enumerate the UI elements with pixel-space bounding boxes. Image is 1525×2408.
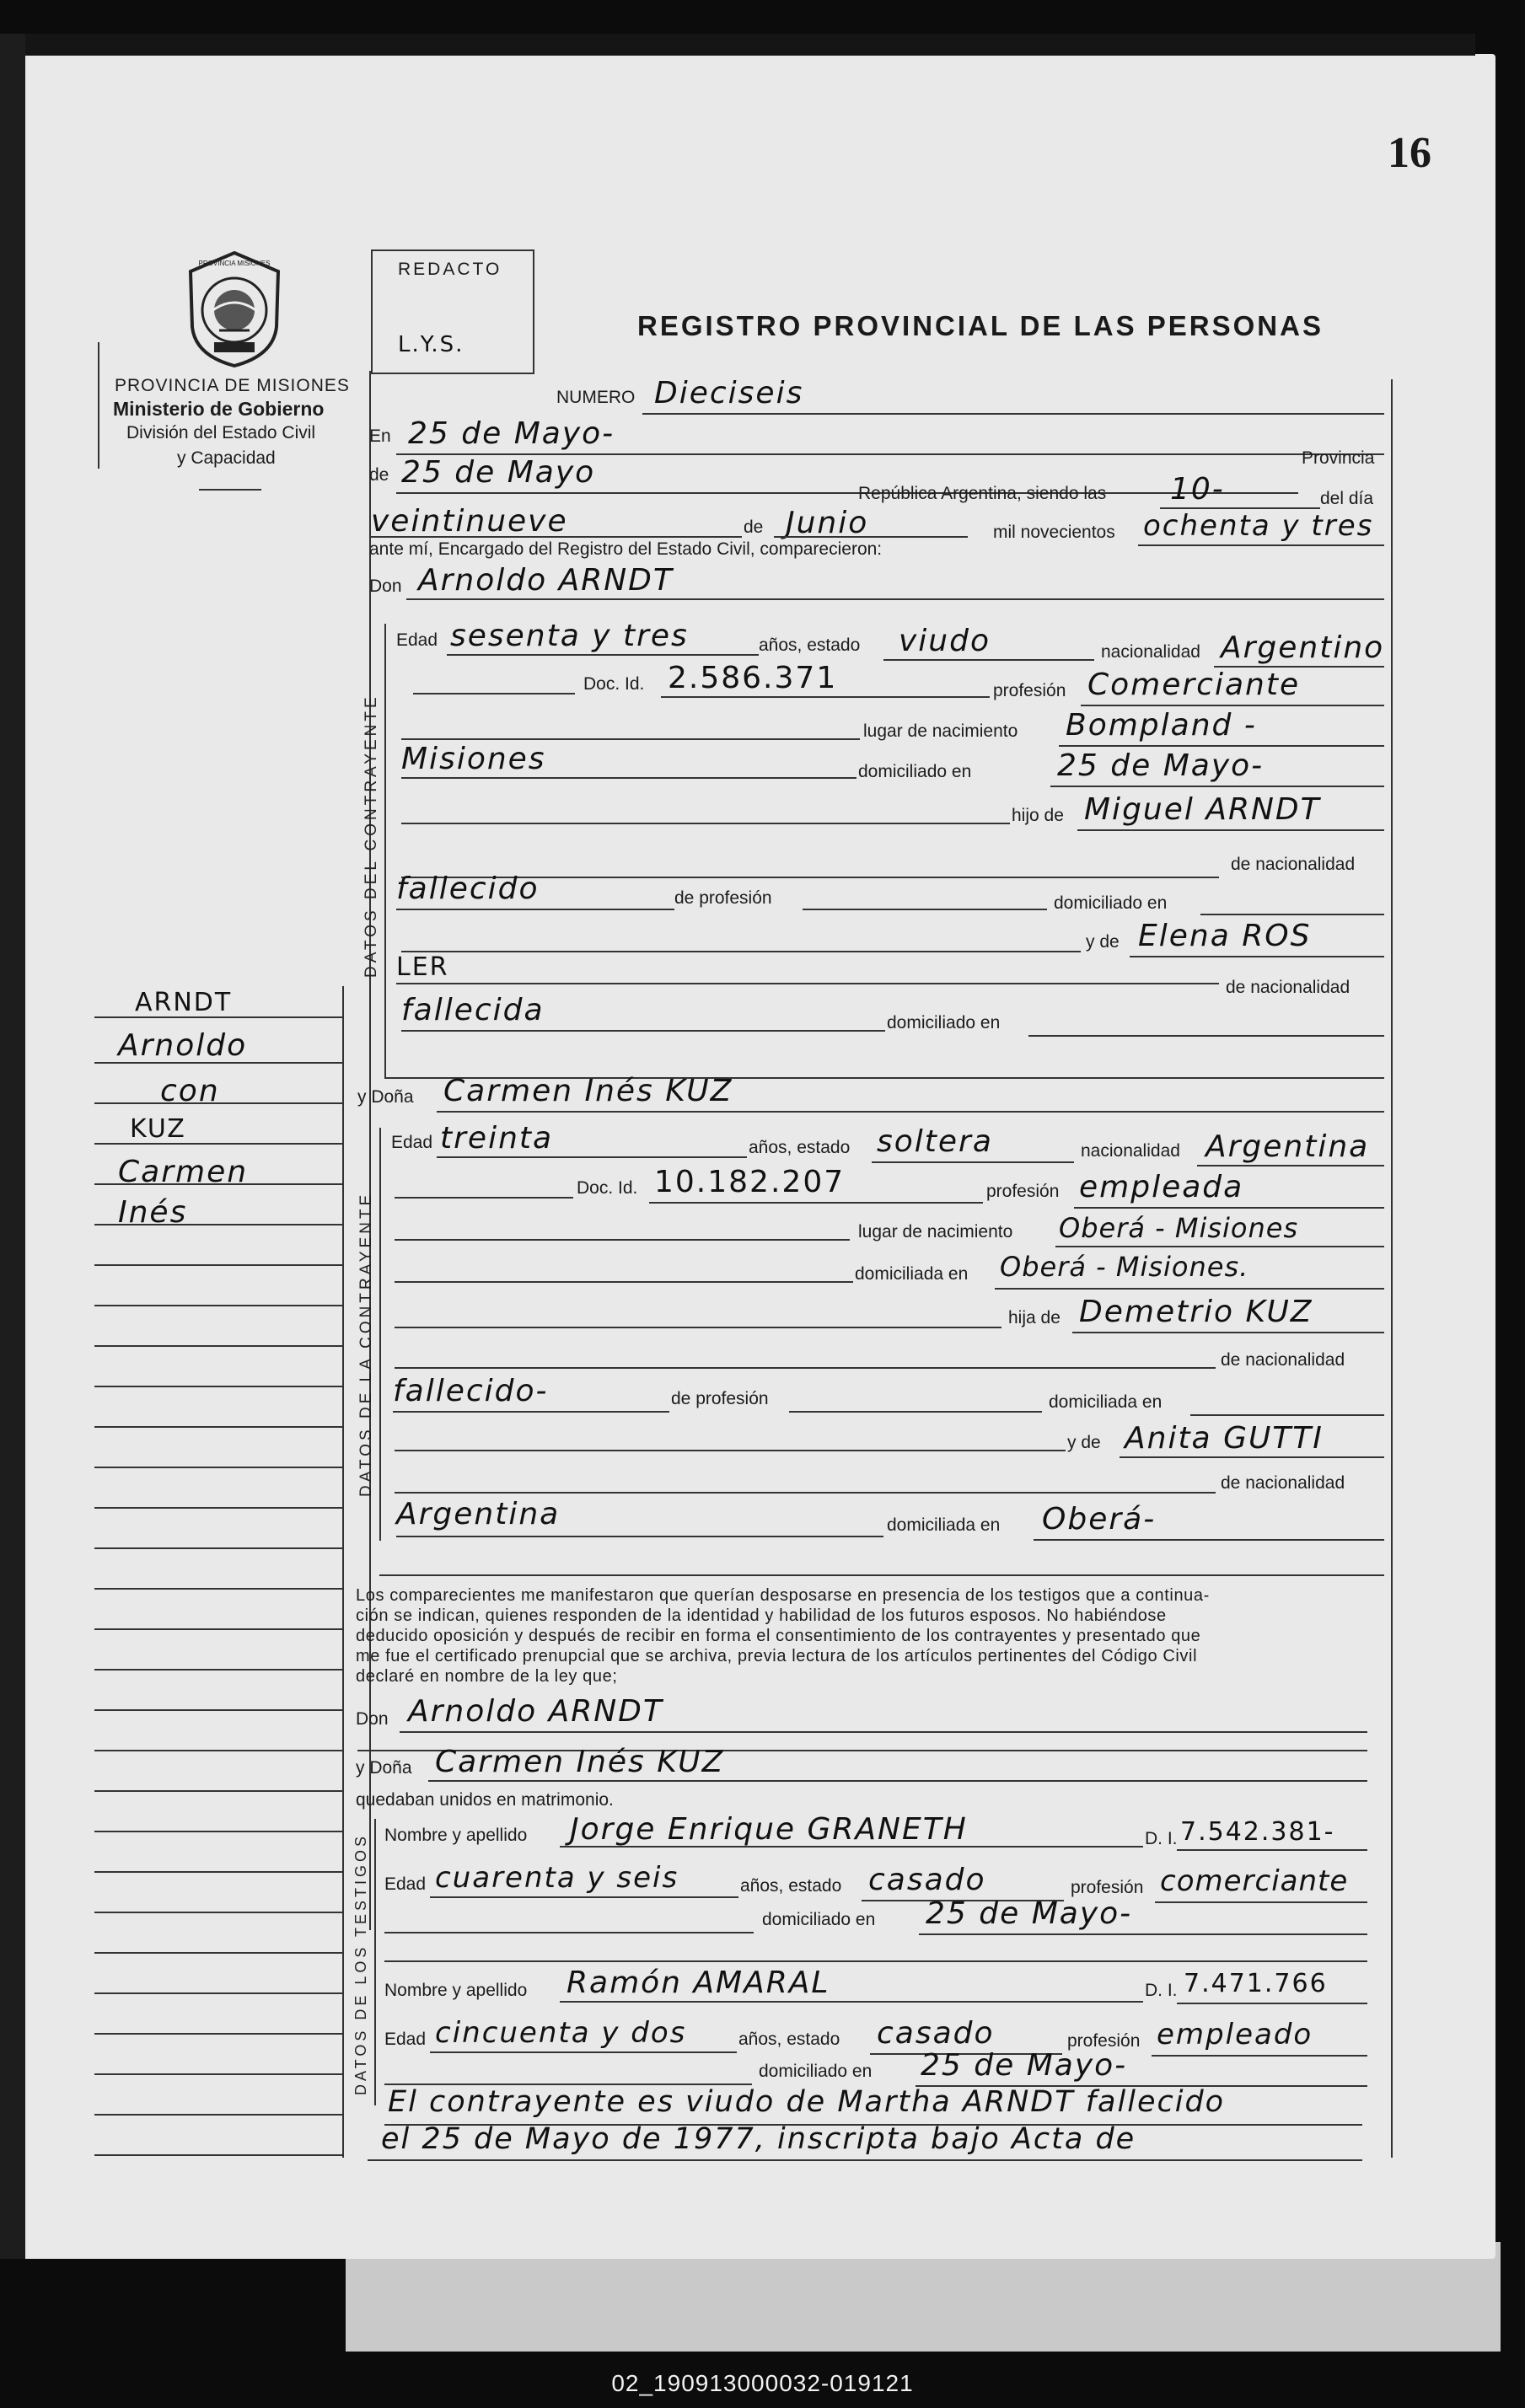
- left-column-rule: [342, 986, 344, 2158]
- madre-f-dom-value: Oberá-: [1042, 1502, 1157, 1537]
- t1-prof-label: profesión: [1071, 1878, 1144, 1897]
- don-value: Arnoldo ARNDT: [418, 563, 674, 598]
- domicilio-f-value: Oberá - Misiones.: [1000, 1251, 1249, 1283]
- anios-label: años, estado: [759, 636, 861, 655]
- madre-estado-line: [401, 1030, 885, 1032]
- madre-dom-line: [1028, 1035, 1384, 1037]
- dom2-f-label: domiciliada en: [1049, 1392, 1163, 1412]
- t1-di-line: [1177, 1849, 1367, 1851]
- madre-f-nac-value-line: [396, 1536, 883, 1537]
- t1-bottom-line: [384, 1960, 1367, 1962]
- padre-line: [1077, 829, 1384, 831]
- hijo-pre-line: [401, 823, 1010, 824]
- madre-f-value: Anita GUTTI: [1125, 1421, 1324, 1456]
- de-nac-f-label: de nacionalidad: [1221, 1350, 1345, 1370]
- dom-label: domiciliado en: [858, 762, 972, 781]
- edad-label: Edad: [396, 630, 438, 650]
- de-nac-label: de nacionalidad: [1231, 855, 1356, 874]
- prof-f-line: [1074, 1207, 1384, 1209]
- madre-f-nac-line: [395, 1492, 1216, 1494]
- document-title: REGISTRO PROVINCIAL DE LAS PERSONAS: [637, 310, 1324, 341]
- t2-dom-label: domiciliado en: [759, 2062, 873, 2081]
- profesion-value: Comerciante: [1087, 668, 1301, 702]
- de-value: 25 de Mayo: [401, 455, 596, 490]
- de-prof-label: de profesión: [674, 888, 772, 908]
- contrayente-f-bottom-line: [379, 1574, 1384, 1576]
- province-seal: [185, 249, 283, 367]
- edad-f-line: [437, 1156, 747, 1158]
- dona-label: y Doña: [357, 1087, 414, 1107]
- redacto-value: L.Y.S.: [398, 332, 464, 357]
- footer-id: 02_190913000032-019121: [611, 2370, 914, 2396]
- madre-f-dom-line: [1034, 1539, 1384, 1541]
- dom-f-pre-line: [395, 1281, 853, 1283]
- estado-line: [883, 659, 1094, 661]
- t1-nombre-label: Nombre y apellido: [384, 1826, 528, 1845]
- t1-dom-label: domiciliado en: [762, 1910, 876, 1929]
- mes-value: Junio: [786, 506, 869, 540]
- hija-label: hija de: [1008, 1308, 1061, 1327]
- nac-f-line: [1197, 1165, 1384, 1166]
- t2-prof-label: profesión: [1067, 2031, 1141, 2051]
- padre-value: Miguel ARNDT: [1084, 792, 1321, 827]
- union-don-label: Don: [356, 1709, 389, 1729]
- madre-f-line: [1120, 1456, 1384, 1458]
- de-prof-f-label: de profesión: [671, 1389, 769, 1408]
- redacto-label: REDACTO: [398, 260, 502, 279]
- ante-label: ante mí, Encargado del Registro del Estado Civil, comparecieron:: [369, 539, 883, 559]
- madre-estado-value: fallecida: [401, 993, 545, 1027]
- seal-text: PROVINCIA MISIONES: [198, 260, 271, 267]
- contrayente-side-label: DATOS DEL CONTRAYENTE: [362, 694, 380, 978]
- t1-dom-pre-line: [384, 1932, 754, 1933]
- dom-line: [1050, 786, 1384, 787]
- prof-f-label: profesión: [986, 1182, 1060, 1201]
- madre-pre-line: [401, 951, 1081, 952]
- t1-profesion-value: comerciante: [1160, 1864, 1349, 1898]
- republica-label: República Argentina, siendo las: [858, 484, 1107, 503]
- de-label: de: [369, 465, 389, 485]
- paragraph-line-4: me fue el certificado prenupcial que se archiva, previa lectura de los artículos pertinentes del Código Civil: [356, 1647, 1198, 1665]
- madre-f-nac-value: Argentina: [396, 1497, 561, 1531]
- t2-nombre-value: Ramón AMARAL: [567, 1966, 830, 2000]
- nota-line-2-rule: [368, 2159, 1362, 2161]
- estado-value: viudo: [899, 624, 991, 658]
- capacity-line: y Capacidad: [177, 448, 276, 468]
- don-label: Don: [369, 577, 402, 596]
- padre-f-estado-value: fallecido-: [393, 1374, 549, 1408]
- union-dona-value: Carmen Inés KUZ: [435, 1745, 725, 1779]
- padre-prof-line: [803, 909, 1047, 910]
- margin-name-4: KUZ: [130, 1114, 186, 1144]
- lugar-label: lugar de nacimiento: [863, 721, 1018, 741]
- nacionalidad-f-value: Argentina: [1206, 1129, 1370, 1164]
- left-margin-line: [98, 342, 99, 469]
- provincia-label: Provincia: [1302, 448, 1375, 468]
- padre-f-dom-line: [1190, 1414, 1384, 1416]
- right-rule: [1391, 379, 1393, 2158]
- dom-f-line: [995, 1288, 1384, 1290]
- madre-f-pre-line: [395, 1450, 1066, 1451]
- edad-line: [447, 654, 759, 656]
- padre-f-line: [1072, 1332, 1384, 1333]
- t2-profesion-value: empleado: [1157, 2018, 1313, 2051]
- t1-edad-label: Edad: [384, 1874, 427, 1894]
- quedaban-text: quedaban unidos en matrimonio.: [356, 1790, 614, 1810]
- nota-line-1: El contrayente es viudo de Martha ARNDT fallecido: [388, 2085, 1226, 2119]
- hora-value: 10-: [1170, 472, 1225, 507]
- margin-name-6: Inés: [118, 1195, 188, 1230]
- padre-f-prof-line: [789, 1411, 1042, 1413]
- edad-f-label: Edad: [391, 1133, 433, 1152]
- padre-dom-line: [1200, 914, 1384, 915]
- profesion-f-value: empleada: [1079, 1170, 1244, 1204]
- de-nac2-f-label: de nacionalidad: [1221, 1473, 1345, 1493]
- t2-edad-label: Edad: [384, 2030, 427, 2049]
- redacto-box: [371, 249, 534, 374]
- dom2-label: domiciliado en: [1054, 893, 1168, 913]
- doc-line: [661, 696, 990, 698]
- t2-di-line: [1177, 2003, 1367, 2004]
- binder-edge: [0, 34, 25, 2259]
- margin-name-2: Arnoldo: [118, 1028, 248, 1063]
- madre1-line: [1130, 956, 1384, 957]
- lugar-f-value: Oberá - Misiones: [1059, 1212, 1299, 1244]
- t2-di-value: 7.471.766: [1184, 1969, 1328, 1998]
- t2-di-label: D. I.: [1145, 1981, 1178, 2000]
- t2-anios-label: años, estado: [738, 2030, 840, 2049]
- del-dia-label: del día: [1320, 489, 1374, 508]
- t2-nombre-label: Nombre y apellido: [384, 1981, 528, 2000]
- t2-edad-line: [430, 2051, 737, 2053]
- nota-line-2: el 25 de Mayo de 1977, inscripta bajo Acta de: [381, 2122, 1136, 2156]
- margin-name-1: ARNDT: [135, 988, 233, 1017]
- dia-value: veintinueve: [371, 504, 568, 539]
- numero-value: Dieciseis: [654, 376, 804, 410]
- main-left-rule: [369, 371, 371, 1930]
- t2-prof-line: [1152, 2055, 1367, 2057]
- lugar-f-line: [1055, 1246, 1384, 1247]
- madre2-line: [396, 983, 1219, 984]
- nacionalidad-value: Argentino: [1221, 630, 1385, 665]
- dona-value: Carmen Inés KUZ: [443, 1074, 733, 1108]
- testigos-side-label: DATOS DE LOS TESTIGOS: [352, 1832, 369, 2095]
- doc-f-line: [649, 1202, 983, 1204]
- anios-f-label: años, estado: [749, 1138, 851, 1157]
- hija-f-pre-line: [395, 1327, 1001, 1328]
- paragraph-line-3: deducido oposición y después de recibir en forma el consentimiento de los contrayentes y presentado que: [356, 1627, 1201, 1645]
- padre-estado-value: fallecido: [396, 871, 540, 906]
- t1-dom-line: [919, 1933, 1367, 1935]
- paragraph-line-2: ción se indican, quienes responden de la identidad y habilidad de los futuros esposos. No habiéndose: [356, 1606, 1167, 1625]
- padre-estado-line: [396, 909, 674, 910]
- edad-value: sesenta y tres: [450, 619, 689, 653]
- prof-line: [1081, 705, 1384, 706]
- t1-di-value: 7.542.381-: [1180, 1817, 1335, 1847]
- doc-f-value: 10.182.207: [654, 1165, 846, 1199]
- t1-nombre-line: [560, 1846, 1143, 1848]
- madre2-value: LER: [396, 952, 449, 982]
- lugar-pre-line: [401, 738, 860, 740]
- madre1-value: Elena ROS: [1138, 919, 1312, 953]
- contrayente-f-box-rule: [379, 1128, 381, 1541]
- union-don-line: [400, 1731, 1367, 1733]
- page-number: 16: [1388, 129, 1431, 177]
- t1-edad-value: cuarenta y seis: [435, 1861, 679, 1895]
- lugar2-value: Misiones: [401, 742, 546, 776]
- left-header-rule: [199, 489, 261, 491]
- don-line: [406, 598, 1384, 600]
- dom3-f-label: domiciliada en: [887, 1515, 1001, 1535]
- dom3-label: domiciliado en: [887, 1013, 1001, 1032]
- t1-estado-value: casado: [868, 1863, 986, 1897]
- division-line: División del Estado Civil: [126, 423, 316, 442]
- margin-name-3: con: [160, 1074, 220, 1108]
- lugar-line: [1059, 745, 1384, 747]
- doc-value: 2.586.371: [668, 661, 838, 695]
- contrayente-box-rule: [384, 624, 386, 1079]
- union-dona-label: y Doña: [356, 1758, 412, 1778]
- dia-line: [371, 536, 742, 538]
- dom-f-label: domiciliada en: [855, 1264, 969, 1284]
- estado-f-value: soltera: [877, 1124, 993, 1159]
- province-line: PROVINCIA DE MISIONES: [115, 376, 350, 395]
- y-de-f-label: y de: [1067, 1433, 1101, 1452]
- padre-f-value: Demetrio KUZ: [1079, 1295, 1313, 1329]
- domicilio-value: 25 de Mayo-: [1057, 748, 1265, 783]
- en-label: En: [369, 426, 391, 446]
- lugar2-line: [401, 777, 856, 779]
- t1-anios-label: años, estado: [740, 1876, 842, 1896]
- t2-edad-value: cincuenta y dos: [435, 2016, 687, 2050]
- lugar-f-pre-line: [395, 1239, 850, 1241]
- doc-label: Doc. Id.: [583, 674, 645, 694]
- y-de-label: y de: [1086, 932, 1120, 952]
- paragraph-line-5: declaré en nombre de la ley que;: [356, 1667, 618, 1686]
- t1-edad-line: [430, 1896, 738, 1898]
- anio-line: [1138, 544, 1384, 546]
- numero-label: NUMERO: [556, 388, 636, 407]
- padre-f-estado-line: [393, 1411, 669, 1413]
- contrayente-f-side-label: DATOS DE LA CONTRAYENTE: [357, 1191, 375, 1497]
- t1-di-label: D. I.: [1145, 1829, 1178, 1848]
- nac-label: nacionalidad: [1101, 642, 1200, 662]
- de2-label: de: [744, 518, 764, 537]
- prof-label: profesión: [993, 681, 1066, 700]
- edad-f-value: treinta: [440, 1121, 554, 1156]
- binder-top: [25, 34, 1475, 56]
- hijo-label: hijo de: [1012, 806, 1064, 825]
- estado-f-line: [872, 1161, 1074, 1163]
- lugar-f-label: lugar de nacimiento: [858, 1222, 1013, 1242]
- mil-label: mil novecientos: [993, 523, 1115, 542]
- nac-f-label: nacionalidad: [1081, 1141, 1180, 1161]
- en-value: 25 de Mayo-: [408, 416, 615, 451]
- doc-pre-line: [413, 693, 575, 695]
- de-nac2-label: de nacionalidad: [1226, 978, 1350, 997]
- anio-value: ochenta y tres: [1143, 509, 1374, 543]
- t1-prof-line: [1155, 1901, 1367, 1903]
- paragraph-line-1: Los comparecientes me manifestaron que querían desposarse en presencia de los testigos que a continua-: [356, 1586, 1210, 1605]
- union-don-value: Arnoldo ARNDT: [408, 1694, 663, 1729]
- dona-line: [437, 1111, 1384, 1113]
- doc-f-pre-line: [395, 1197, 573, 1199]
- t2-nombre-line: [560, 2001, 1143, 2003]
- margin-name-5: Carmen: [118, 1155, 249, 1189]
- t1-nombre-value: Jorge Enrique GRANETH: [570, 1812, 968, 1847]
- de-line: [396, 492, 1298, 494]
- union-dona-line: [428, 1780, 1367, 1782]
- padre-f-nac-line: [395, 1367, 1216, 1369]
- t2-domicilio-value: 25 de Mayo-: [921, 2048, 1128, 2083]
- testigos-box-rule: [374, 1819, 376, 2105]
- mes-line: [774, 536, 968, 538]
- doc-f-label: Doc. Id.: [577, 1178, 638, 1198]
- t1-domicilio-value: 25 de Mayo-: [926, 1896, 1133, 1931]
- ministry-line: Ministerio de Gobierno: [113, 398, 325, 420]
- t2-estado-value: casado: [877, 2016, 995, 2051]
- numero-line: [642, 413, 1384, 415]
- lugar1-value: Bompland -: [1066, 708, 1257, 743]
